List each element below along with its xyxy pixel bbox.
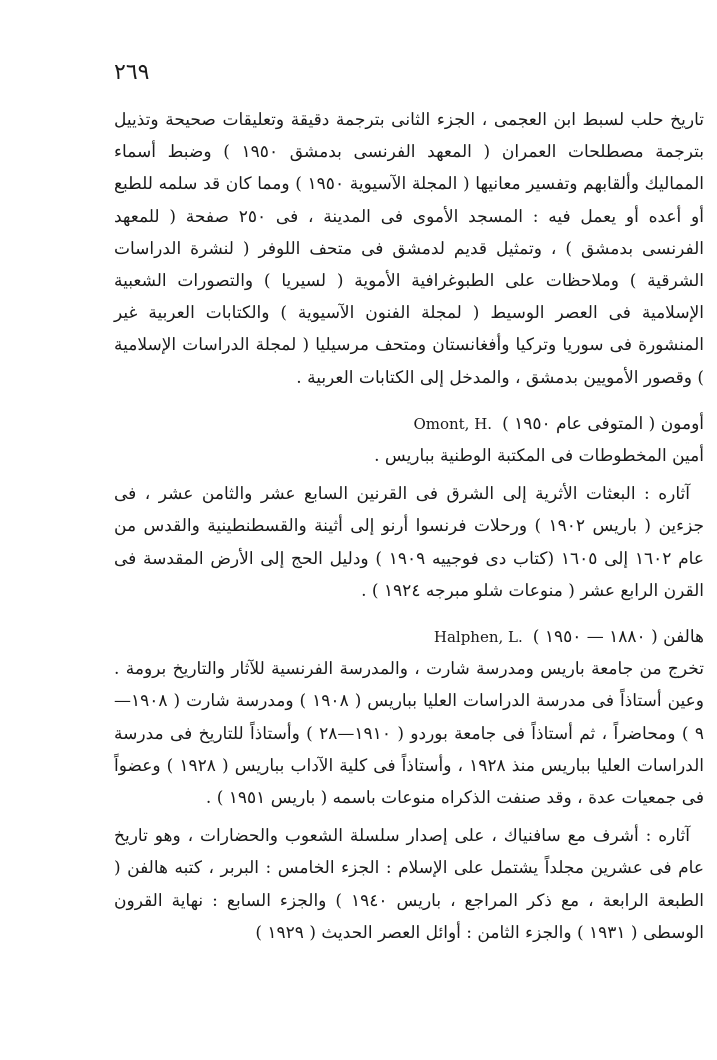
- entry-name-arabic: هالفن ( ١٨٨٠ — ١٩٥٠ ): [532, 627, 704, 648]
- entry-description: أمين المخطوطات فى المكتبة الوطنية بباريس .: [374, 446, 704, 467]
- page-number: ٢٦٩: [114, 60, 150, 85]
- entry-works: آثاره : البعثات الأثرية إلى الشرق فى القرنين السابع عشر والثامن عشر ، فى جزءين ( باريس ١٩٠٢ ) ورحلات فرنسوا أرنو إلى أثينة والقسطنطينية والقدس من عام ١٦٠٢ إلى ١٦٠٥ (كتاب دى فوجييه ١٩٠٩ ) ودليل الحج إلى الأرض المقدسة فى القرن الرابع عشر ( منوعات شلو مبرجه ١٩٢٤ ) .: [114, 484, 704, 601]
- entry-heading-omont: [114, 408, 704, 440]
- page-body: [114, 104, 704, 949]
- paragraph-continuation: تاريخ حلب لسبط ابن العجمى ، الجزء الثانى بترجمة دقيقة وتعليقات صحيحة وتذييل بترجمة مصطلحات العمران ( المعهد الفرنسى بدمشق ١٩٥٠ ) وضبط أسماء المماليك وألقابهم وتفسير معانيها ( المجلة الآسيوية ١٩٥٠ ) ومما كان قد سلمه للطبع أو أعده أو يعمل فيه : المسجد الأموى فى المدينة ، فى ٢٥٠ صفحة ( للمعهد الفرنسى بدمشق ) ، وتمثيل قديم لدمشق فى متحف اللوفر ( لنشرة الدراسات الشرقية ) وملاحظات على الطبوغرافية الأموية ( لسيريا ) والتصورات الشعبية الإسلامية فى العصر الوسيط ( لمجلة الفنون الآسيوية ) والكتابات العربية غير المنشورة فى سوريا وتركيا وأفغانستان ومتحف مرسيليا ( لمجلة الدراسات الإسلامية ) وقصور الأمويين بدمشق ، والمدخل إلى الكتابات العربية .: [114, 110, 705, 388]
- entry-works: آثاره : أشرف مع سافنياك ، على إصدار سلسلة الشعوب والحضارات ، وهو تاريخ عام فى عشرين مجلداً يشتمل على الإسلام : الجزء الخامس : البربر ، كتبه هالفن ( الطبعة الرابعة ، مع ذكر المراجع ، باريس ١٩٤٠ ) والجزء السابع : نهاية القرون الوسطى ( ١٩٣١ ) والجزء الثامن : أوائل العصر الحديث ( ١٩٢٩ ): [114, 826, 704, 943]
- entry-name-latin: Omont, H.: [413, 414, 493, 433]
- entry-biography: تخرج من جامعة باريس ومدرسة شارت ، والمدرسة الفرنسية للآثار والتاريخ برومة . وعين أستاذاً فى مدرسة الدراسات العليا بباريس ( ١٩٠٨ ) ومدرسة شارت ( ١٩٠٨—٩ ) ومحاضراً ، ثم أستاذاً فى جامعة بوردو ( ١٩١٠—٢٨ ) وأستاذاً للتاريخ فى مدرسة الدراسات العليا بباريس منذ ١٩٢٨ ، وأستاذاً فى كلية الآداب بباريس ( ١٩٢٨ ) وعضواً فى جمعيات عدة ، وقد صنفت الذكراه منوعات باسمه ( باريس ١٩٥١ ) .: [114, 659, 704, 809]
- entry-name-latin: Halphen, L.: [433, 628, 523, 647]
- entry-heading-halphen: [114, 621, 704, 653]
- entry-name-arabic: أومون ( المتوفى عام ١٩٥٠ ): [502, 413, 704, 434]
